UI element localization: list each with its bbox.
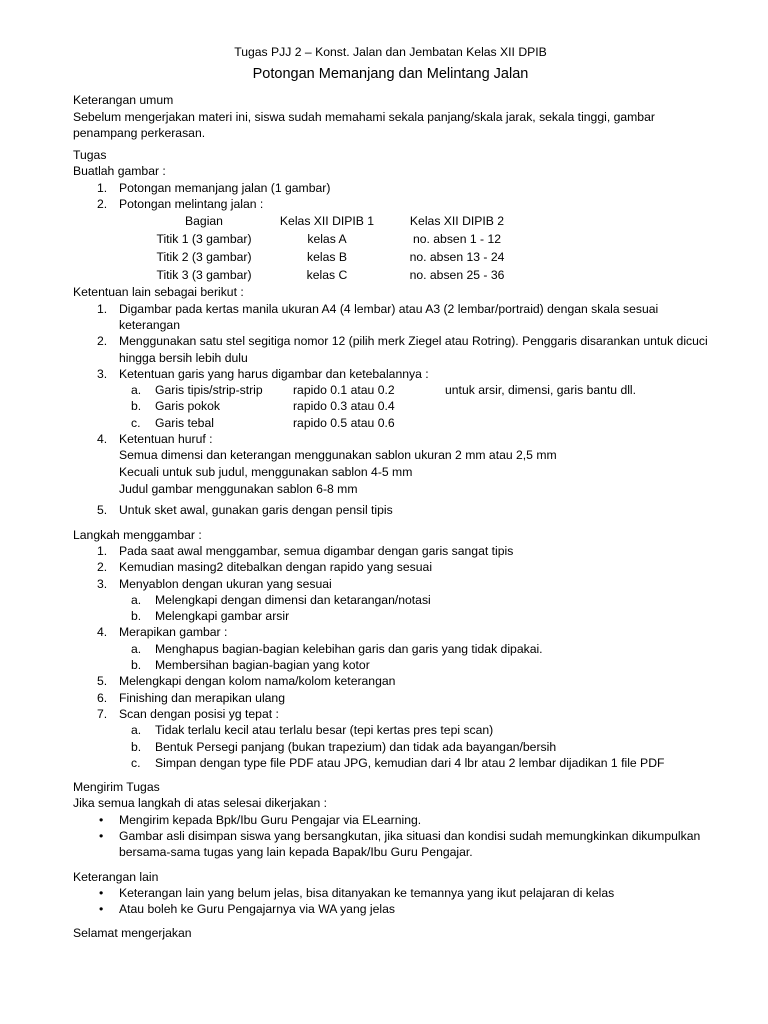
list-number: 4. bbox=[97, 625, 108, 640]
sublist-letter: c. bbox=[131, 415, 141, 430]
garis-name: Garis pokok bbox=[155, 399, 221, 414]
ketentuan-list-cont bbox=[73, 431, 708, 447]
kirim-intro: Jika semua langkah di atas selesai dikerjakan : bbox=[73, 796, 328, 811]
list-text: Digambar pada kertas manila ukuran A4 (4 lembar) atau A3 (2 lembar/portraid) dengan skala sesuai keterangan bbox=[119, 301, 659, 332]
list-item bbox=[73, 706, 708, 722]
list-item bbox=[73, 576, 708, 592]
list-number: 3. bbox=[97, 366, 108, 381]
bullet-item bbox=[73, 812, 708, 828]
list-item bbox=[73, 366, 708, 382]
langkah-sublist bbox=[73, 592, 708, 625]
sublist-item bbox=[73, 722, 708, 738]
langkah-sublist bbox=[73, 722, 708, 771]
table-cell: Titik 1 (3 gambar) bbox=[156, 232, 252, 247]
list-number: 1. bbox=[97, 543, 108, 558]
ketentuan-list-end bbox=[73, 502, 708, 518]
list-number: 2. bbox=[97, 197, 108, 212]
bullet-icon: • bbox=[99, 828, 104, 843]
tugas-list bbox=[73, 180, 708, 213]
huruf-lines bbox=[73, 447, 708, 498]
section-heading-lain: Keterangan lain bbox=[73, 869, 159, 884]
list-text: Ketentuan huruf : bbox=[119, 432, 213, 447]
bagian-table bbox=[153, 212, 515, 284]
list-item bbox=[73, 559, 708, 575]
list-item bbox=[73, 196, 708, 212]
section-heading-tugas: Tugas bbox=[73, 148, 107, 163]
bullet-text: Mengirim kepada Bpk/Ibu Guru Pengajar via ELearning. bbox=[119, 812, 422, 827]
list-number: 5. bbox=[97, 674, 108, 689]
sublist-item bbox=[73, 641, 708, 657]
sublist-item bbox=[73, 382, 708, 398]
sublist-letter: b. bbox=[131, 658, 142, 673]
list-number: 1. bbox=[97, 180, 108, 195]
table-row bbox=[153, 248, 515, 266]
closing-text: Selamat mengerjakan bbox=[73, 926, 192, 941]
list-number: 4. bbox=[97, 432, 108, 447]
list-item bbox=[73, 624, 708, 640]
sublist-text: Bentuk Persegi panjang (bukan trapezium) dan tidak ada bayangan/bersih bbox=[155, 739, 557, 754]
sublist-item bbox=[73, 415, 708, 431]
sublist-text: Melengkapi dengan dimensi dan ketarangan/notasi bbox=[155, 592, 431, 607]
list-text: Finishing dan merapikan ulang bbox=[119, 690, 285, 705]
list-text: Potongan memanjang jalan (1 gambar) bbox=[119, 180, 331, 195]
list-number: 6. bbox=[97, 690, 108, 705]
list-text: Melengkapi dengan kolom nama/kolom keterangan bbox=[119, 674, 396, 689]
huruf-line: Semua dimensi dan keterangan menggunakan sablon ukuran 2 mm atau 2,5 mm bbox=[119, 448, 557, 463]
bullet-text: Gambar asli disimpan siswa yang bersangkutan, jika situasi dan kondisi sudah memungkinkan dikumpulkan bersama-sama tugas yang lain kepada Bapak/Ibu Guru Pengajar. bbox=[119, 828, 701, 860]
garis-pen: rapido 0.3 atau 0.4 bbox=[293, 399, 395, 414]
table-cell: no. absen 1 - 12 bbox=[412, 232, 502, 247]
bullet-item bbox=[73, 901, 708, 917]
list-item bbox=[73, 333, 708, 366]
list-number: 1. bbox=[97, 301, 108, 316]
tugas-intro: Buatlah gambar : bbox=[73, 164, 166, 179]
sublist-item bbox=[73, 608, 708, 624]
document-header: Tugas PJJ 2 – Konst. Jalan dan Jembatan Kelas XII DPIB bbox=[234, 45, 547, 59]
huruf-line: Kecuali untuk sub judul, menggunakan sablon 4-5 mm bbox=[119, 465, 413, 480]
table-cell: kelas C bbox=[306, 268, 348, 283]
list-number: 2. bbox=[97, 560, 108, 575]
list-number: 7. bbox=[97, 706, 108, 721]
document-title: Potongan Memanjang dan Melintang Jalan bbox=[252, 66, 529, 83]
sublist-letter: a. bbox=[131, 592, 142, 607]
bullet-text: Atau boleh ke Guru Pengajarnya via WA yang jelas bbox=[119, 902, 395, 917]
list-item bbox=[73, 673, 708, 689]
sublist-text: Tidak terlalu kecil atau terlalu besar (tepi kertas pres tepi scan) bbox=[155, 723, 494, 738]
ketentuan-list bbox=[73, 301, 708, 382]
sublist-item bbox=[73, 657, 708, 673]
langkah-sublist bbox=[73, 641, 708, 674]
sublist-text: Menghapus bagian-bagian kelebihan garis dan garis yang tidak dipakai. bbox=[155, 641, 543, 656]
sublist-letter: a. bbox=[131, 641, 142, 656]
list-text: Ketentuan garis yang harus digambar dan ketebalannya : bbox=[119, 366, 429, 381]
sublist-text: Simpan dengan type file PDF atau JPG, kemudian dari 4 lbr atau 2 lembar dijadikan 1 file PDF bbox=[155, 755, 665, 770]
garis-pen: rapido 0.1 atau 0.2 bbox=[293, 383, 395, 398]
list-text: Untuk sket awal, gunakan garis dengan pensil tipis bbox=[119, 503, 393, 518]
table-row bbox=[153, 266, 515, 284]
section-heading-ketentuan: Ketentuan lain sebagai berikut : bbox=[73, 285, 244, 300]
list-item bbox=[73, 543, 708, 559]
huruf-line: Judul gambar menggunakan sablon 6-8 mm bbox=[119, 482, 358, 497]
langkah-list bbox=[73, 624, 708, 640]
sublist-letter: a. bbox=[131, 723, 142, 738]
section-heading-umum: Keterangan umum bbox=[73, 93, 174, 108]
sublist-text: Membersihan bagian-bagian yang kotor bbox=[155, 658, 370, 673]
table-header-cell: Kelas XII DIPIB 2 bbox=[409, 214, 505, 229]
list-item bbox=[73, 431, 708, 447]
bullet-icon: • bbox=[99, 812, 104, 827]
list-text: Potongan melintang jalan : bbox=[119, 197, 264, 212]
table-header-row bbox=[153, 212, 515, 230]
kirim-list bbox=[73, 812, 708, 861]
garis-sublist bbox=[73, 382, 708, 431]
section-heading-langkah: Langkah menggambar : bbox=[73, 527, 202, 542]
garis-name: Garis tipis/strip-strip bbox=[155, 383, 263, 398]
list-text: Scan dengan posisi yg tepat : bbox=[119, 706, 279, 721]
list-text: Menggunakan satu stel segitiga nomor 12 (pilih merk Ziegel atau Rotring). Penggaris disarankan untuk dicuci hingga bersih lebih dulu bbox=[119, 334, 708, 365]
lain-list bbox=[73, 885, 708, 918]
garis-use: untuk arsir, dimensi, garis bantu dll. bbox=[445, 383, 637, 398]
table-cell: kelas B bbox=[307, 250, 347, 265]
section-heading-kirim: Mengirim Tugas bbox=[73, 780, 160, 795]
table-cell: Titik 2 (3 gambar) bbox=[156, 250, 252, 265]
list-text: Kemudian masing2 ditebalkan dengan rapido yang sesuai bbox=[119, 560, 433, 575]
table-cell: no. absen 25 - 36 bbox=[409, 268, 505, 283]
list-item bbox=[73, 690, 708, 706]
list-item bbox=[73, 502, 708, 518]
list-number: 3. bbox=[97, 576, 108, 591]
umum-paragraph: Sebelum mengerjakan materi ini, siswa sudah memahami sekala panjang/skala jarak, sekala tinggi, gambar penampang perkerasan. bbox=[73, 109, 655, 140]
langkah-list bbox=[73, 543, 708, 592]
sublist-item bbox=[73, 755, 708, 771]
bullet-item bbox=[73, 828, 708, 861]
sublist-letter: b. bbox=[131, 609, 142, 624]
sublist-text: Melengkapi gambar arsir bbox=[155, 609, 290, 624]
table-cell: Titik 3 (3 gambar) bbox=[156, 268, 252, 283]
table-header-cell: Kelas XII DIPIB 1 bbox=[279, 214, 375, 229]
table-row bbox=[153, 230, 515, 248]
list-item bbox=[73, 180, 708, 196]
sublist-letter: a. bbox=[131, 383, 142, 398]
bullet-text: Keterangan lain yang belum jelas, bisa ditanyakan ke temannya yang ikut pelajaran di kelas bbox=[119, 885, 615, 900]
bullet-icon: • bbox=[99, 885, 104, 900]
list-number: 2. bbox=[97, 334, 108, 349]
sublist-item bbox=[73, 592, 708, 608]
list-item bbox=[73, 301, 708, 334]
list-text: Pada saat awal menggambar, semua digambar dengan garis sangat tipis bbox=[119, 543, 514, 558]
table-cell: kelas A bbox=[307, 232, 347, 247]
sublist-letter: b. bbox=[131, 399, 142, 414]
table-cell: no. absen 13 - 24 bbox=[409, 250, 505, 265]
garis-name: Garis tebal bbox=[155, 415, 214, 430]
table-header-cell: Bagian bbox=[185, 214, 223, 229]
sublist-letter: b. bbox=[131, 739, 142, 754]
bullet-icon: • bbox=[99, 902, 104, 917]
list-number: 5. bbox=[97, 503, 108, 518]
sublist-letter: c. bbox=[131, 755, 141, 770]
sublist-item bbox=[73, 739, 708, 755]
list-text: Merapikan gambar : bbox=[119, 625, 228, 640]
list-text: Menyablon dengan ukuran yang sesuai bbox=[119, 576, 332, 591]
langkah-list bbox=[73, 673, 708, 722]
garis-pen: rapido 0.5 atau 0.6 bbox=[293, 415, 395, 430]
sublist-item bbox=[73, 398, 708, 414]
bullet-item bbox=[73, 885, 708, 901]
